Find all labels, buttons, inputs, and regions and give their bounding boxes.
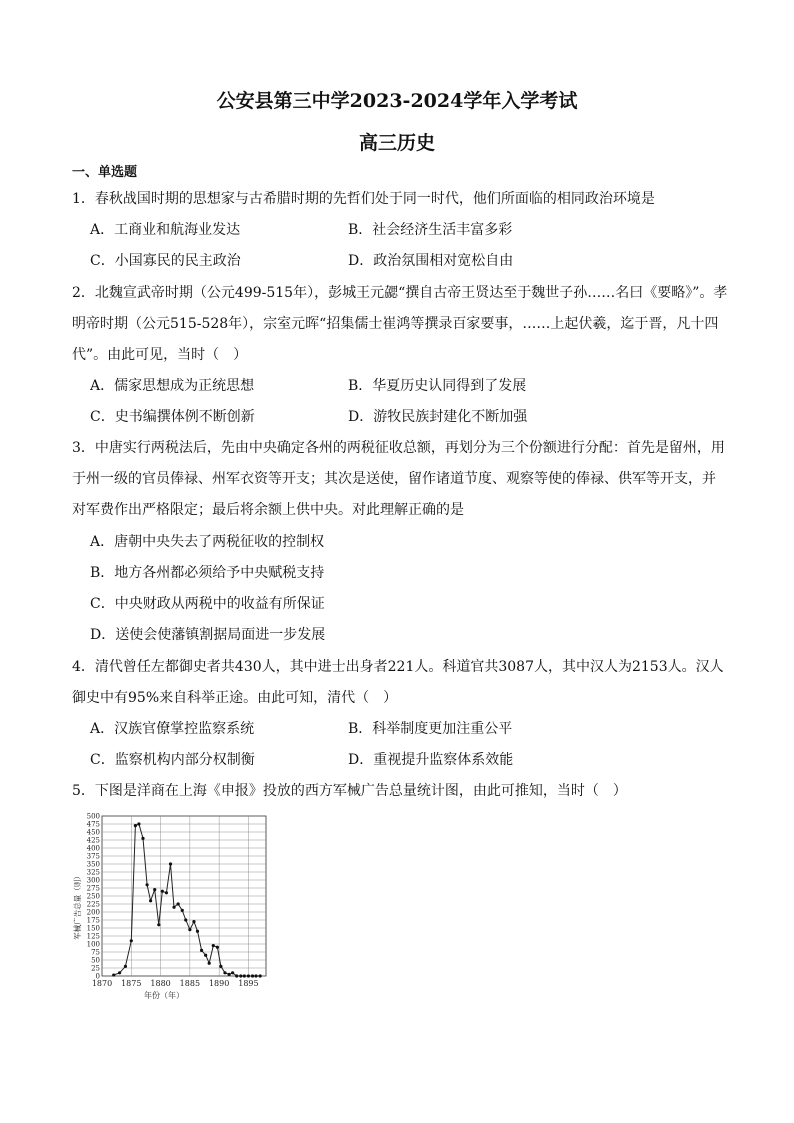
data-point (130, 939, 133, 942)
question-3-text-line-3: 对军费作出严格限定；最后将余额上供中央。对此理解正确的是 (72, 502, 464, 518)
question-1-option-b[interactable]: B．社会经济生活丰富多彩 (348, 222, 513, 238)
data-point (137, 822, 140, 825)
question-4-option-d[interactable]: D．重视提升监察体系效能 (348, 752, 514, 768)
data-point (134, 824, 137, 827)
data-point (239, 974, 242, 977)
data-point (165, 891, 168, 894)
y-tick-label: 450 (86, 828, 100, 837)
y-tick-label: 200 (86, 908, 100, 917)
y-axis-label: 军械广告总量（则） (73, 872, 82, 940)
data-point (118, 971, 121, 974)
data-point (223, 971, 226, 974)
question-4-option-c[interactable]: C．监察机构内部分权制衡 (90, 752, 255, 768)
y-tick-label: 100 (86, 940, 100, 949)
data-point (149, 899, 152, 902)
y-tick-label: 300 (86, 876, 100, 885)
data-point (146, 883, 149, 886)
data-point (192, 920, 195, 923)
data-point (161, 890, 164, 893)
question-2-text-line-1: 2．北魏宣武帝时期（公元499-515年），彭城王元勰“撰自古帝王贤达至于魏世子孙……名曰《要略》”。孝 (72, 285, 728, 301)
question-4-text-line-1: 4．清代曾任左都御史者共430人，其中进士出身者221人。科道官共3087人，其中汉人为2153人。汉人 (72, 659, 724, 675)
arms-advertising-chart (70, 812, 270, 1008)
y-tick-label: 325 (86, 868, 100, 877)
data-point (181, 909, 184, 912)
x-tick-label: 1880 (150, 979, 171, 988)
y-tick-label: 175 (86, 916, 100, 925)
y-tick-label: 500 (86, 812, 100, 821)
data-point (243, 974, 246, 977)
question-4-text-line-2: 御史中有95%来自科举正途。由此可知，清代（ ） (72, 690, 398, 706)
y-tick-label: 75 (91, 948, 100, 957)
x-tick-label: 1870 (91, 979, 113, 988)
y-tick-label: 275 (86, 884, 100, 893)
y-tick-label: 400 (86, 844, 100, 853)
data-point (188, 928, 191, 931)
x-tick-label: 1895 (238, 979, 259, 988)
data-point (112, 973, 115, 976)
question-2-text-line-3: 代”。由此可见，当时（ ） (72, 347, 248, 363)
y-tick-label: 475 (86, 820, 100, 829)
question-4-option-a[interactable]: A．汉族官僚掌控监察系统 (90, 721, 255, 737)
data-point (204, 954, 207, 957)
section-heading: 一、单选题 (72, 165, 138, 180)
question-3-option-d[interactable]: D．送使会使藩镇割据局面进一步发展 (90, 627, 326, 643)
y-tick-label: 250 (86, 892, 100, 901)
y-tick-label: 50 (91, 956, 100, 965)
question-3-option-b[interactable]: B．地方各州都必须给予中央赋税支持 (90, 565, 325, 581)
question-2-option-b[interactable]: B．华夏历史认同得到了发展 (348, 378, 527, 394)
question-3-text-line-1: 3．中唐实行两税法后，先由中央确定各州的两税征收总额，再划分为三个份额进行分配：首先是留州，用 (72, 440, 725, 456)
y-tick-label: 0 (95, 972, 100, 981)
y-tick-label: 350 (86, 860, 100, 869)
question-2-text-line-2: 明帝时期（公元515-528年），宗室元晖“招集儒士崔鸿等撰录百家要事，……上起伏羲，迄于晋，凡十四 (72, 316, 719, 332)
exam-title: 公安县第三中学2023-2024学年入学考试 (216, 90, 578, 112)
question-2-option-a[interactable]: A．儒家思想成为正统思想 (90, 378, 255, 394)
question-1-option-a[interactable]: A．工商业和航海业发达 (90, 222, 241, 238)
data-point (184, 918, 187, 921)
data-point (124, 965, 127, 968)
question-3-text-line-2: 于州一级的官员俸禄、州军衣资等开支；其次是送使，留作诸道节度、观察等使的俸禄、供军等开支，并 (72, 471, 716, 487)
question-3-option-a[interactable]: A．唐朝中央失去了两税征收的控制权 (90, 534, 325, 550)
question-1-text: 1．春秋战国时期的思想家与古希腊时期的先哲们处于同一时代，他们所面临的相同政治环境是 (72, 191, 655, 207)
question-5-text: 5．下图是洋商在上海《申报》投放的西方军械广告总量统计图，由此可推知，当时（ ） (72, 783, 627, 799)
data-point (216, 946, 219, 949)
data-point (157, 923, 160, 926)
data-point (141, 837, 144, 840)
y-tick-label: 150 (86, 924, 100, 933)
data-point (172, 906, 175, 909)
series-line (114, 824, 260, 976)
data-point (247, 974, 250, 977)
question-2-option-d[interactable]: D．游牧民族封建化不断加强 (348, 409, 528, 425)
data-point (251, 974, 254, 977)
question-1-option-d[interactable]: D．政治氛围相对宽松自由 (348, 253, 514, 269)
x-tick-label: 1875 (121, 979, 142, 988)
y-tick-label: 25 (91, 964, 100, 973)
x-tick-label: 1890 (208, 979, 230, 988)
data-point (200, 949, 203, 952)
x-axis-label: 年份（年） (144, 991, 184, 1000)
data-point (254, 974, 257, 977)
data-point (212, 944, 215, 947)
y-tick-label: 375 (86, 852, 100, 861)
x-tick-label: 1885 (179, 979, 201, 988)
question-3-option-c[interactable]: C．中央财政从两税中的收益有所保证 (90, 596, 325, 612)
y-tick-label: 225 (86, 900, 100, 909)
data-point (208, 962, 211, 965)
data-point (153, 888, 156, 891)
question-2-option-c[interactable]: C．史书编撰体例不断创新 (90, 409, 255, 425)
y-tick-label: 425 (86, 836, 100, 845)
data-point (228, 973, 231, 976)
data-point (177, 902, 180, 905)
data-point (235, 974, 238, 977)
y-tick-label: 125 (86, 932, 100, 941)
data-point (169, 862, 172, 865)
question-1-option-c[interactable]: C．小国寡民的民主政治 (90, 253, 241, 269)
question-4-option-b[interactable]: B．科举制度更加注重公平 (348, 721, 513, 737)
data-point (196, 930, 199, 933)
data-point (219, 965, 222, 968)
data-point (259, 974, 262, 977)
exam-subtitle: 高三历史 (358, 132, 435, 154)
data-point (231, 971, 234, 974)
